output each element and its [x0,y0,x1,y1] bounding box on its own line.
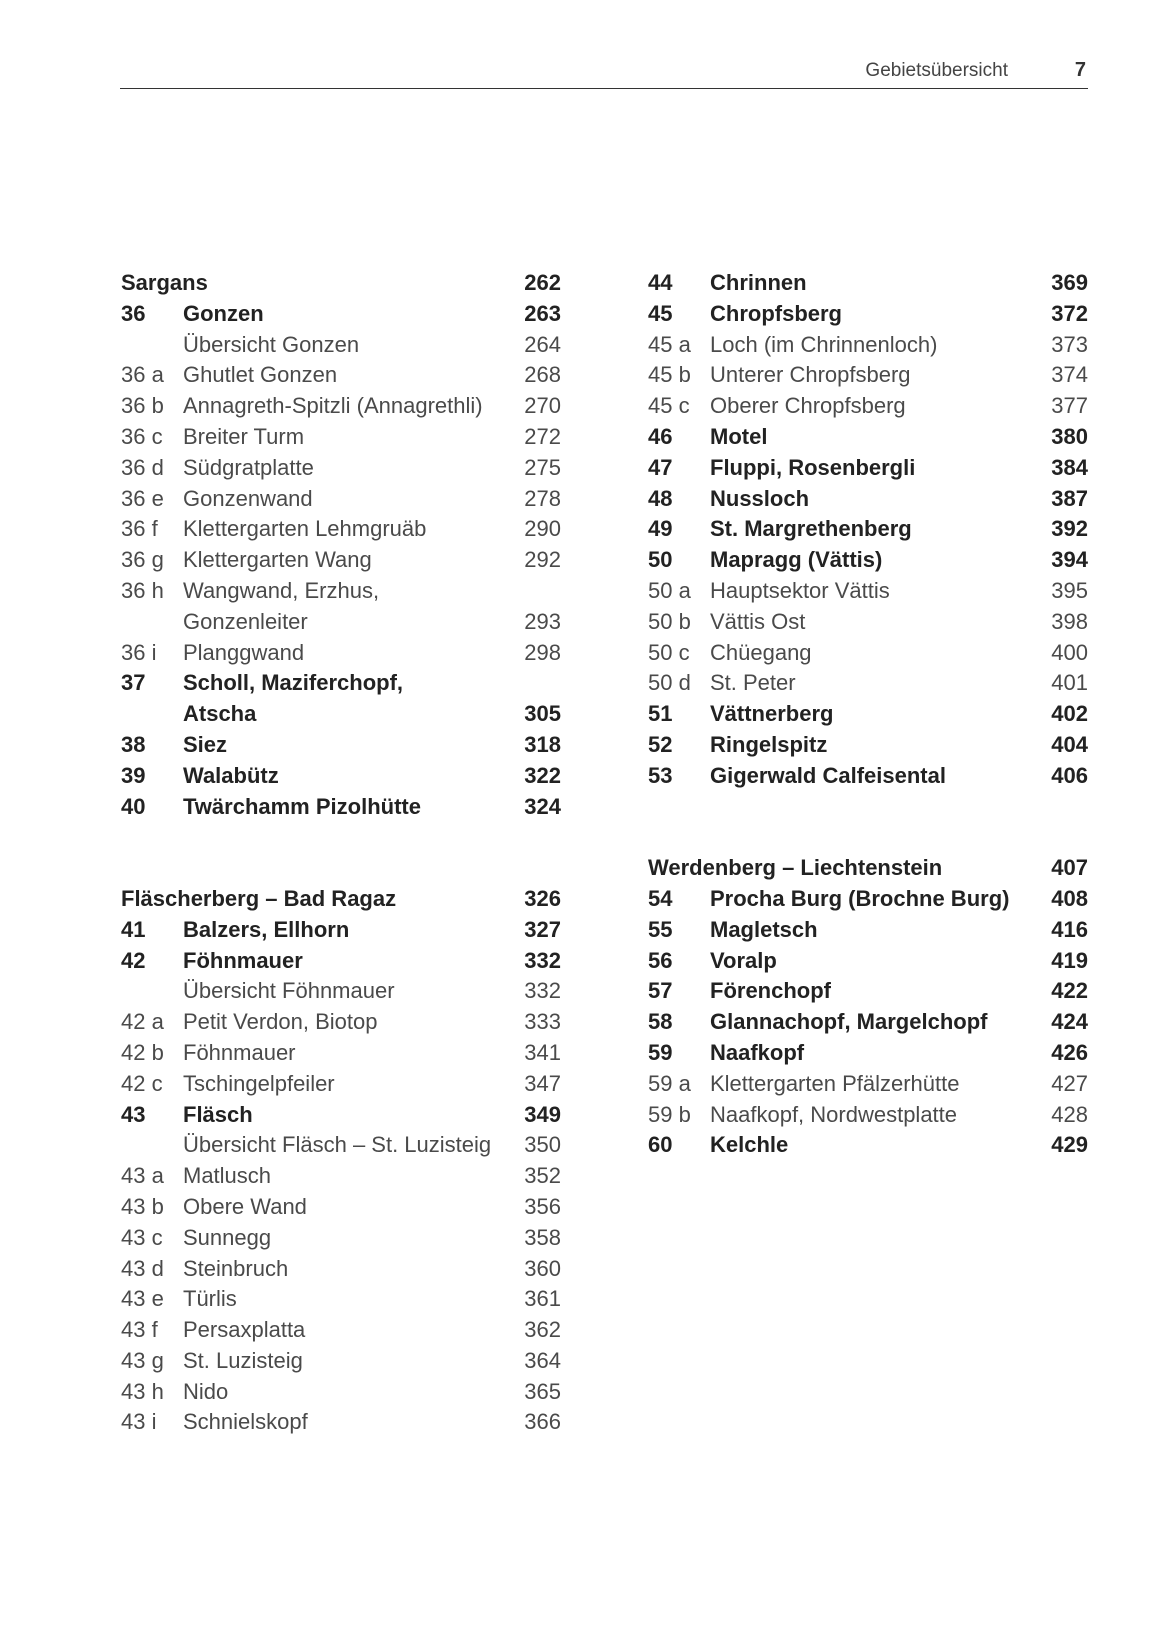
toc-entry-number: 45 c [648,393,690,419]
toc-entry-title: Steinbruch [183,1255,289,1281]
toc-entry-title: Föhnmauer [183,1039,296,1065]
toc-page-number: 324 [524,793,561,819]
toc-entry-title: Atscha [183,701,257,727]
toc-entry-title: Procha Burg (Brochne Burg) [710,885,1010,911]
toc-entry-title: Chüegang [710,639,812,665]
toc-entry-number: 59 [648,1039,673,1065]
toc-page-number: 268 [524,362,561,388]
toc-entry-number: 43 [121,1101,146,1127]
toc-entry [121,545,561,576]
toc-entry [648,761,1088,792]
toc-page-number: 416 [1051,916,1088,942]
page-number: 7 [1074,59,1086,81]
toc-entry-title: Ghutlet Gonzen [183,362,338,388]
toc-page-number: 262 [524,270,561,295]
toc-left-column [121,268,561,1438]
toc-entry-number: 41 [121,916,146,942]
toc-entry [648,607,1088,638]
toc-entry-title: Hauptsektor Vättis [710,577,890,603]
toc-entry [648,484,1088,515]
toc-page-number: 275 [524,454,561,480]
toc-entry [121,1130,561,1161]
toc-entry-title: Türlis [183,1286,237,1312]
toc-entry-number: 45 a [648,331,691,357]
toc-entry-number: 47 [648,454,673,480]
toc-page-number: 369 [1051,270,1088,295]
toc-entry-number: 42 a [121,1009,164,1035]
toc-page-number: 352 [524,1163,561,1189]
toc-entry [648,453,1088,484]
toc-entry-number: 36 f [121,516,158,542]
toc-entry [648,576,1088,607]
toc-entry [121,484,561,515]
toc-entry-title: Planggwand [183,639,305,665]
toc-entry-number: 60 [648,1132,673,1158]
toc-entry-title: Petit Verdon, Biotop [183,1009,378,1035]
toc-entry-title: Gonzenleiter [183,608,308,634]
toc-entry-number: 36 [121,300,146,326]
toc-entry-title: St. Margrethenberg [710,516,912,542]
toc-page-number: 293 [524,608,561,634]
toc-entry [648,299,1088,330]
toc-entry [121,1254,561,1285]
toc-entry-title: St. Luzisteig [183,1347,303,1373]
toc-entry-title: Kelchle [710,1132,789,1158]
section-gap [648,792,1088,854]
toc-entry [648,360,1088,391]
toc-page-number: 394 [1051,547,1088,573]
toc-page-number: 407 [1051,855,1088,881]
toc-entry [648,268,1088,299]
toc-entry [648,545,1088,576]
toc-entry-title: Fluppi, Rosenbergli [710,454,916,480]
toc-page-number: 424 [1051,1009,1088,1035]
toc-page-number: 401 [1051,670,1088,696]
toc-page-number: 356 [524,1193,561,1219]
toc-section-header [121,268,561,299]
toc-page-number: 387 [1051,485,1088,511]
toc-entry [121,1377,561,1408]
toc-entry [648,330,1088,361]
toc-entry-number: 50 d [648,670,691,696]
toc-entry-title: Naafkopf, Nordwestplatte [710,1101,958,1127]
toc-entry-title: Vättis Ost [710,608,806,634]
toc-entry-number: 48 [648,485,673,511]
toc-entry-title: Glannachopf, Margelchopf [710,1009,988,1035]
toc-entry [121,1007,561,1038]
section-gap [121,822,561,884]
toc-entry [121,1223,561,1254]
toc-entry [121,422,561,453]
toc-entry-number: 36 i [121,639,157,665]
toc-entry-title: Gonzenwand [183,485,313,511]
toc-page-number: 263 [524,300,561,326]
toc-entry-number: 55 [648,916,673,942]
toc-entry [648,638,1088,669]
toc-entry [121,1407,561,1438]
toc-page-number: 270 [524,393,561,419]
toc-entry [648,668,1088,699]
toc-page-number: 327 [524,916,561,942]
toc-entry-title: Ringelspitz [710,731,828,757]
toc-page-number: 427 [1051,1070,1088,1096]
toc-page-number: 372 [1051,300,1088,326]
toc-entry [121,391,561,422]
toc-page-number: 426 [1051,1039,1088,1065]
toc-page-number: 402 [1051,701,1088,727]
toc-entry-title: Vättnerberg [710,701,834,727]
toc-entry [121,1192,561,1223]
toc-section-title: Werdenberg – Liechtenstein [648,855,943,881]
toc-entry [121,299,561,330]
toc-entry [121,946,561,977]
toc-entry-title: Balzers, Ellhorn [183,916,350,942]
toc-entry-number: 45 b [648,362,691,388]
toc-section-title: Sargans [121,270,208,295]
toc-entry-title: Voralp [710,947,777,973]
toc-page-number: 361 [524,1286,561,1312]
toc-entry-title: Gigerwald Calfeisental [710,762,946,788]
toc-entry-number: 42 [121,947,146,973]
toc-entry-title: Chrinnen [710,270,807,295]
toc-entry-number: 57 [648,978,673,1004]
toc-page-number: 373 [1051,331,1088,357]
toc-entry [121,976,561,1007]
toc-entry-title: Chropfsberg [710,300,842,326]
toc-page-number: 272 [524,423,561,449]
toc-entry-number: 43 h [121,1378,164,1404]
toc-entry-title: Annagreth-Spitzli (Annagrethli) [183,393,483,419]
toc-entry [648,422,1088,453]
toc-entry-number: 43 a [121,1163,164,1189]
toc-page-number: 365 [524,1378,561,1404]
toc-entry-number: 50 c [648,639,690,665]
toc-entry-number: 36 b [121,393,164,419]
toc-page-number: 398 [1051,608,1088,634]
toc-entry-number: 42 b [121,1039,164,1065]
toc-entry-number: 59 b [648,1101,691,1127]
toc-entry-title: Föhnmauer [183,947,303,973]
toc-entry [648,730,1088,761]
toc-entry-number: 44 [648,270,673,295]
toc-entry [648,915,1088,946]
toc-entry-number: 43 f [121,1317,158,1343]
toc-section-header [121,884,561,915]
toc-entry [121,1346,561,1377]
toc-page-number: 366 [524,1409,561,1435]
toc-page-number: 428 [1051,1101,1088,1127]
toc-page-number: 305 [524,701,561,727]
toc-entry-title: Persaxplatta [183,1317,306,1343]
toc-entry [121,360,561,391]
running-head-title: Gebietsübersicht [865,60,1008,81]
toc-section-header [648,853,1088,884]
toc-entry [121,1038,561,1069]
toc-page-number: 278 [524,485,561,511]
toc-page-number: 349 [524,1101,561,1127]
toc-entry-title: Klettergarten Lehmgruäb [183,516,427,542]
toc-entry-number: 52 [648,731,673,757]
toc-entry-title: Förenchopf [710,978,831,1004]
toc-entry [648,514,1088,545]
toc-entry-title: Breiter Turm [183,423,305,449]
toc-entry-number: 59 a [648,1070,691,1096]
toc-page-number: 292 [524,547,561,573]
toc-entry-number: 36 a [121,362,164,388]
toc-page-number: 395 [1051,577,1088,603]
toc-page-number: 384 [1051,454,1088,480]
toc-entry-title: Übersicht Fläsch – St. Luzisteig [183,1132,492,1158]
toc-page-number: 422 [1051,978,1088,1004]
toc-page-number: 347 [524,1070,561,1096]
toc-entry [121,730,561,761]
toc-entry-number: 49 [648,516,673,542]
toc-entry-title: Fläsch [183,1101,253,1127]
toc-entry-title: Oberer Chropfsberg [710,393,906,419]
toc-entry-title: Klettergarten Wang [183,547,372,573]
toc-entry-title: Nido [183,1378,229,1404]
toc-page-number: 392 [1051,516,1088,542]
toc-page-number: 341 [524,1039,561,1065]
toc-entry-title: Südgratplatte [183,454,314,480]
toc-entry [121,1315,561,1346]
toc-page-number: 419 [1051,947,1088,973]
toc-entry [648,1007,1088,1038]
toc-entry [121,792,561,823]
toc-entry-title: Motel [710,423,768,449]
toc-entry-title: Nussloch [710,485,810,511]
toc-page-number: 380 [1051,423,1088,449]
toc-page-number: 318 [524,731,561,757]
toc-page-number: 364 [524,1347,561,1373]
toc-section-title: Fläscherberg – Bad Ragaz [121,885,397,911]
toc-entry-title: St. Peter [710,670,796,696]
toc-entry [121,330,561,361]
toc-entry [121,668,561,699]
toc-entry-title: Obere Wand [183,1193,307,1219]
toc-entry-title: Wangwand, Erzhus, [183,577,380,603]
toc-entry-number: 36 e [121,485,164,511]
toc-page-number: 362 [524,1317,561,1343]
toc-entry-title: Sunnegg [183,1224,272,1250]
toc-page-number: 406 [1051,762,1088,788]
toc-entry-number: 36 g [121,547,164,573]
toc-entry-number: 38 [121,731,146,757]
toc-entry-number: 45 [648,300,673,326]
toc-entry-number: 43 g [121,1347,164,1373]
toc-entry-title: Naafkopf [710,1039,805,1065]
toc-page-number: 404 [1051,731,1088,757]
toc-entry-number: 50 a [648,577,691,603]
toc-page-number: 264 [524,331,561,357]
toc-page-number: 374 [1051,362,1088,388]
toc-entry-number: 36 d [121,454,164,480]
toc-entry-title: Klettergarten Pfälzerhütte [710,1070,960,1096]
toc-entry-number: 46 [648,423,673,449]
toc-entry [121,1284,561,1315]
toc-entry [121,638,561,669]
toc-entry [648,976,1088,1007]
toc-entry-title: Walabütz [183,762,279,788]
toc-entry [121,1161,561,1192]
toc-entry-title: Loch (im Chrinnenloch) [710,331,938,357]
toc-page-number: 358 [524,1224,561,1250]
toc-entry [648,699,1088,730]
toc-entry-number: 50 b [648,608,691,634]
toc-entry [648,1100,1088,1131]
toc-entry-number: 54 [648,885,673,911]
toc-page-number: 322 [524,762,561,788]
toc-entry-number: 36 c [121,423,163,449]
toc-entry [121,1069,561,1100]
toc-entry-number: 43 e [121,1286,164,1312]
toc-entry-number: 53 [648,762,673,788]
toc-page-number: 298 [524,639,561,665]
toc-entry [648,884,1088,915]
toc-page-number: 333 [524,1009,561,1035]
toc-page-number: 408 [1051,885,1088,911]
toc-entry-title: Magletsch [710,916,818,942]
toc-entry-title: Gonzen [183,300,264,326]
toc-entry-title: Mapragg (Vättis) [710,547,883,573]
toc-entry-number: 56 [648,947,673,973]
toc-page-number: 400 [1051,639,1088,665]
toc-entry [648,946,1088,977]
toc-page-number: 429 [1051,1132,1088,1158]
toc-entry [121,607,561,638]
toc-entry [121,453,561,484]
toc-entry-title: Scholl, Maziferchopf, [183,670,404,696]
toc-entry-number: 40 [121,793,146,819]
toc-entry-title: Übersicht Gonzen [183,331,360,357]
toc-entry [121,1100,561,1131]
toc-right-column [648,268,1088,1161]
toc-page-number: 350 [524,1132,561,1158]
toc-entry [121,514,561,545]
toc-entry [648,1038,1088,1069]
toc-page-number: 326 [524,885,561,911]
toc-entry [121,915,561,946]
toc-entry-title: Unterer Chropfsberg [710,362,911,388]
toc-entry-number: 43 d [121,1255,164,1281]
toc-entry-number: 51 [648,701,673,727]
toc-entry [648,1069,1088,1100]
toc-page-number: 332 [524,978,561,1004]
toc-page-number: 290 [524,516,561,542]
toc-entry-title: Tschingelpfeiler [183,1070,335,1096]
toc-page-number: 332 [524,947,561,973]
toc-entry [648,1130,1088,1161]
toc-page-number: 360 [524,1255,561,1281]
toc-entry [121,761,561,792]
toc-entry-title: Übersicht Föhnmauer [183,978,395,1004]
toc-entry-title: Twärchamm Pizolhütte [183,793,421,819]
toc-entry [121,576,561,607]
toc-entry-number: 37 [121,670,146,696]
toc-entry-number: 43 i [121,1409,157,1435]
toc-entry [648,391,1088,422]
toc-entry-number: 43 b [121,1193,164,1219]
running-head [120,58,1088,89]
toc-entry-number: 36 h [121,577,164,603]
toc-entry-number: 50 [648,547,673,573]
toc-entry-number: 43 c [121,1224,163,1250]
toc-entry [121,699,561,730]
toc-entry-title: Schnielskopf [183,1409,308,1435]
toc-entry-title: Siez [183,731,228,757]
toc-entry-title: Matlusch [183,1163,272,1189]
toc-entry-number: 39 [121,762,146,788]
toc-page-number: 377 [1051,393,1088,419]
toc-entry-number: 42 c [121,1070,163,1096]
toc-entry-number: 58 [648,1009,673,1035]
